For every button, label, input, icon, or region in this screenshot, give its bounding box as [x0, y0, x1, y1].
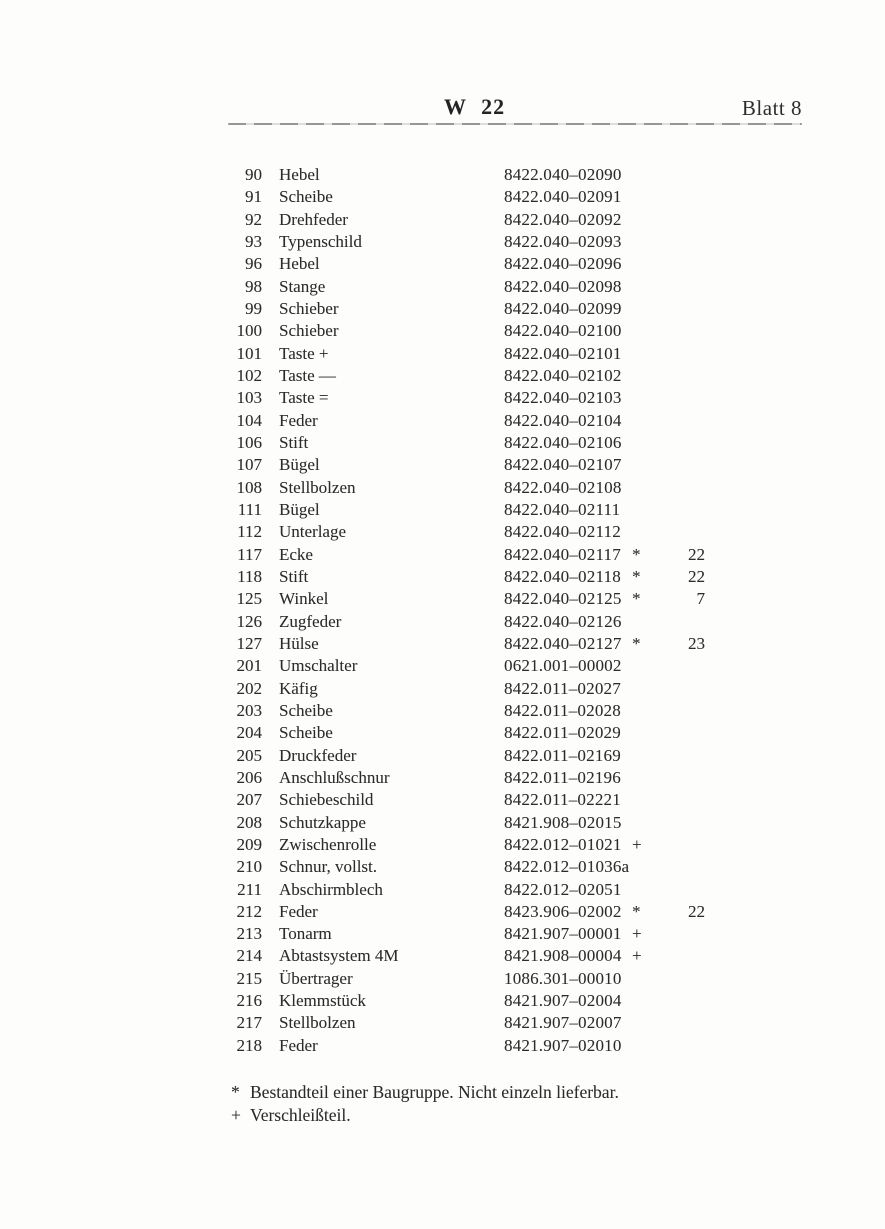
- part-position: 218: [236, 1035, 262, 1055]
- part-mark: [632, 477, 646, 499]
- part-number: 8422.040–02117: [504, 544, 621, 564]
- part-position: 208: [236, 812, 262, 832]
- part-quantity: [646, 276, 705, 298]
- table-row: [228, 611, 705, 633]
- part-mark: [632, 343, 646, 365]
- part-mark: *: [632, 589, 641, 609]
- document-code: W 22: [444, 94, 506, 119]
- table-row: [228, 186, 705, 208]
- part-number: 8422.040–02102: [504, 365, 622, 385]
- part-number: 8421.907–02007: [504, 1013, 622, 1033]
- header-divider: [228, 123, 802, 125]
- part-name: Anschlußschnur: [279, 767, 390, 787]
- part-mark: [632, 611, 646, 633]
- part-quantity: [646, 722, 705, 744]
- footnote-text: Verschleißteil.: [250, 1105, 351, 1125]
- part-number: 8422.011–02196: [504, 767, 621, 787]
- part-quantity: 7: [696, 589, 705, 609]
- part-position: 213: [236, 924, 262, 944]
- part-mark: [632, 365, 646, 387]
- part-name: Drehfeder: [279, 209, 348, 229]
- part-mark: [632, 1012, 646, 1034]
- part-number: 8422.040–02103: [504, 388, 622, 408]
- part-quantity: [646, 320, 705, 342]
- part-number: 8422.012–02051: [504, 879, 622, 899]
- part-position: 209: [236, 834, 262, 854]
- part-mark: [632, 812, 646, 834]
- table-row: [228, 767, 705, 789]
- part-name: Klemmstück: [279, 991, 366, 1011]
- part-name: Bügel: [279, 499, 320, 519]
- part-mark: [632, 745, 646, 767]
- part-number: 8422.040–02100: [504, 321, 622, 341]
- part-name: Hebel: [279, 165, 320, 184]
- table-row: [228, 856, 705, 878]
- part-quantity: [646, 298, 705, 320]
- part-name: Typenschild: [279, 231, 362, 251]
- part-name: Schieber: [279, 298, 339, 318]
- part-name: Taste —: [279, 365, 336, 385]
- part-number: 8422.011–02027: [504, 678, 621, 698]
- part-number: 8422.011–02029: [504, 723, 621, 743]
- part-position: 212: [236, 901, 262, 921]
- part-name: Übertrager: [279, 968, 353, 988]
- part-position: 92: [245, 209, 262, 229]
- part-quantity: 22: [688, 901, 705, 921]
- part-mark: [632, 276, 646, 298]
- part-mark: +: [632, 946, 642, 966]
- part-number: 8422.040–02126: [504, 611, 622, 631]
- part-mark: [632, 990, 646, 1012]
- part-number: 8422.040–02093: [504, 231, 622, 251]
- part-position: 107: [236, 455, 262, 475]
- part-quantity: [646, 432, 705, 454]
- part-position: 91: [245, 187, 262, 207]
- part-number: 8422.040–02112: [504, 522, 621, 542]
- part-number: 8422.012–01036a: [504, 857, 630, 877]
- part-mark: [632, 655, 646, 677]
- part-position: 99: [245, 298, 262, 318]
- table-row: [228, 812, 705, 834]
- part-mark: [632, 499, 646, 521]
- part-name: Feder: [279, 410, 318, 430]
- part-quantity: [646, 945, 705, 967]
- table-row: [228, 209, 705, 231]
- part-name: Stange: [279, 276, 326, 296]
- part-name: Zwischenrolle: [279, 834, 377, 854]
- part-position: 215: [236, 968, 262, 988]
- part-position: 216: [236, 991, 262, 1011]
- part-position: 104: [236, 410, 262, 430]
- part-name: Schnur, vollst.: [279, 857, 378, 877]
- part-number: 8421.907–00001: [504, 924, 622, 944]
- table-row: [228, 499, 705, 521]
- part-quantity: [646, 923, 705, 945]
- part-position: 96: [245, 254, 262, 274]
- part-quantity: [646, 1035, 705, 1057]
- part-position: 127: [236, 633, 262, 653]
- part-name: Tonarm: [279, 924, 332, 944]
- part-number: 8422.040–02111: [504, 499, 621, 519]
- part-position: 117: [237, 544, 262, 564]
- part-mark: [632, 320, 646, 342]
- part-number: 8422.040–02107: [504, 455, 622, 475]
- table-row: [228, 968, 705, 990]
- part-number: 8422.040–02108: [504, 477, 622, 497]
- table-row: [228, 231, 705, 253]
- part-name: Abtastsystem 4M: [279, 946, 399, 966]
- part-position: 125: [236, 589, 262, 609]
- part-mark: [632, 253, 646, 275]
- part-position: 206: [236, 767, 262, 787]
- part-name: Hebel: [279, 254, 320, 274]
- table-row: [228, 879, 705, 901]
- part-quantity: 23: [688, 633, 705, 653]
- table-row: [228, 343, 705, 365]
- part-name: Ecke: [279, 544, 313, 564]
- part-quantity: [646, 812, 705, 834]
- part-quantity: [646, 387, 705, 409]
- part-quantity: [646, 477, 705, 499]
- part-number: 8422.040–02096: [504, 254, 622, 274]
- part-name: Abschirmblech: [279, 879, 383, 899]
- part-mark: *: [632, 633, 641, 653]
- part-number: 8421.907–02010: [504, 1035, 622, 1055]
- part-mark: [632, 789, 646, 811]
- part-position: 101: [236, 343, 262, 363]
- table-row: [228, 945, 705, 967]
- part-mark: +: [632, 834, 642, 854]
- part-position: 118: [237, 566, 262, 586]
- part-quantity: [646, 253, 705, 275]
- part-name: Winkel: [279, 589, 329, 609]
- part-number: 8422.011–02028: [504, 700, 621, 720]
- table-row: [228, 722, 705, 744]
- table-row: [228, 990, 705, 1012]
- table-row: [228, 655, 705, 677]
- part-quantity: [646, 611, 705, 633]
- table-row: [228, 253, 705, 275]
- part-name: Stellbolzen: [279, 1013, 356, 1033]
- part-quantity: [646, 343, 705, 365]
- part-quantity: 22: [688, 544, 705, 564]
- part-number: 1086.301–00010: [504, 968, 622, 988]
- part-mark: [632, 521, 646, 543]
- part-name: Umschalter: [279, 656, 358, 676]
- table-row: [228, 834, 705, 856]
- part-quantity: [646, 410, 705, 432]
- part-name: Bügel: [279, 455, 320, 475]
- part-position: 90: [245, 165, 262, 184]
- table-row: [228, 454, 705, 476]
- part-mark: [632, 1035, 646, 1057]
- part-position: 203: [236, 700, 262, 720]
- table-row: [228, 923, 705, 945]
- part-quantity: [646, 990, 705, 1012]
- part-position: 210: [236, 857, 262, 877]
- plus-symbol: +: [231, 1105, 241, 1125]
- part-number: 8422.011–02221: [504, 790, 621, 810]
- part-number: 8422.040–02106: [504, 432, 622, 452]
- part-name: Taste =: [279, 388, 329, 408]
- part-mark: [632, 209, 646, 231]
- table-row: [228, 633, 705, 655]
- part-quantity: 22: [688, 566, 705, 586]
- footnotes: [231, 1081, 619, 1127]
- part-position: 112: [237, 522, 262, 542]
- table-row: [228, 678, 705, 700]
- part-mark: [632, 164, 646, 186]
- part-quantity: [646, 834, 705, 856]
- part-number: 8423.906–02002: [504, 901, 622, 921]
- part-mark: [632, 454, 646, 476]
- part-number: 8422.040–02101: [504, 343, 622, 363]
- part-name: Taste +: [279, 343, 329, 363]
- table-row: [228, 745, 705, 767]
- part-mark: [632, 432, 646, 454]
- part-quantity: [646, 454, 705, 476]
- table-row: [228, 544, 705, 566]
- part-position: 214: [236, 946, 262, 966]
- table-row: [228, 566, 705, 588]
- part-number: 8422.040–02125: [504, 589, 622, 609]
- part-name: Stift: [279, 432, 309, 452]
- part-position: 126: [236, 611, 262, 631]
- part-number: 8421.908–00004: [504, 946, 622, 966]
- part-position: 207: [236, 790, 262, 810]
- table-row: [228, 276, 705, 298]
- footnote-verschleissteil: [231, 1104, 619, 1127]
- asterisk-symbol: *: [231, 1082, 240, 1102]
- table-row: [228, 477, 705, 499]
- part-mark: *: [632, 901, 641, 921]
- part-quantity: [646, 186, 705, 208]
- part-name: Scheibe: [279, 723, 333, 743]
- table-row: [228, 410, 705, 432]
- part-quantity: [646, 856, 705, 878]
- part-number: 8421.908–02015: [504, 812, 622, 832]
- part-name: Druckfeder: [279, 745, 357, 765]
- part-name: Zugfeder: [279, 611, 342, 631]
- parts-table: [228, 164, 705, 1057]
- part-position: 204: [236, 723, 262, 743]
- part-quantity: [646, 789, 705, 811]
- table-row: [228, 700, 705, 722]
- part-number: 8422.040–02092: [504, 209, 622, 229]
- table-row: [228, 588, 705, 610]
- part-name: Scheibe: [279, 700, 333, 720]
- footnote-baugruppe: [231, 1081, 619, 1104]
- footnote-text: Bestandteil einer Baugruppe. Nicht einzeln lieferbar.: [250, 1082, 619, 1102]
- part-position: 202: [236, 678, 262, 698]
- part-name: Hülse: [279, 633, 319, 653]
- table-row: [228, 365, 705, 387]
- part-mark: [632, 700, 646, 722]
- part-mark: [632, 767, 646, 789]
- part-quantity: [646, 655, 705, 677]
- part-quantity: [646, 231, 705, 253]
- sheet-number: Blatt 8: [741, 96, 802, 120]
- part-number: 8422.040–02098: [504, 276, 622, 296]
- part-number: 8422.040–02099: [504, 298, 622, 318]
- part-quantity: [646, 700, 705, 722]
- part-mark: [632, 968, 646, 990]
- part-position: 100: [236, 321, 262, 341]
- part-quantity: [646, 1012, 705, 1034]
- part-number: 8422.040–02127: [504, 633, 622, 653]
- part-name: Schiebeschild: [279, 790, 374, 810]
- table-row: [228, 387, 705, 409]
- table-row: [228, 432, 705, 454]
- part-name: Unterlage: [279, 522, 347, 542]
- part-number: 8421.907–02004: [504, 991, 622, 1011]
- part-quantity: [646, 209, 705, 231]
- part-quantity: [646, 745, 705, 767]
- table-row: [228, 521, 705, 543]
- part-position: 111: [237, 499, 262, 519]
- part-number: 8422.040–02118: [504, 566, 621, 586]
- table-row: [228, 320, 705, 342]
- part-position: 108: [236, 477, 262, 497]
- part-mark: *: [632, 566, 641, 586]
- part-name: Scheibe: [279, 187, 333, 207]
- part-number: 8422.011–02169: [504, 745, 621, 765]
- part-quantity: [646, 164, 705, 186]
- part-position: 98: [245, 276, 262, 296]
- part-quantity: [646, 678, 705, 700]
- part-name: Stift: [279, 566, 309, 586]
- part-position: 211: [237, 879, 262, 899]
- part-mark: [632, 387, 646, 409]
- part-number: 8422.012–01021: [504, 834, 622, 854]
- table-row: [228, 298, 705, 320]
- part-name: Schutzkappe: [279, 812, 366, 832]
- part-number: 0621.001–00002: [504, 656, 622, 676]
- part-mark: [632, 722, 646, 744]
- part-mark: [632, 186, 646, 208]
- part-mark: [632, 298, 646, 320]
- table-row: [228, 789, 705, 811]
- part-quantity: [646, 968, 705, 990]
- part-name: Feder: [279, 1035, 318, 1055]
- part-position: 102: [236, 365, 262, 385]
- part-position: 93: [245, 231, 262, 251]
- part-position: 201: [236, 656, 262, 676]
- part-number: 8422.040–02091: [504, 187, 622, 207]
- part-number: 8422.040–02104: [504, 410, 622, 430]
- part-quantity: [646, 879, 705, 901]
- part-quantity: [646, 521, 705, 543]
- part-number: 8422.040–02090: [504, 165, 622, 184]
- part-position: 205: [236, 745, 262, 765]
- part-position: 217: [236, 1013, 262, 1033]
- part-mark: [632, 678, 646, 700]
- part-mark: [632, 410, 646, 432]
- part-name: Schieber: [279, 321, 339, 341]
- table-row: [228, 1035, 705, 1057]
- part-quantity: [646, 499, 705, 521]
- part-mark: [632, 231, 646, 253]
- part-name: Käfig: [279, 678, 318, 698]
- part-name: Feder: [279, 901, 318, 921]
- table-row: [228, 901, 705, 923]
- part-quantity: [646, 767, 705, 789]
- table-row: [228, 1012, 705, 1034]
- part-mark: +: [632, 924, 642, 944]
- part-mark: [632, 856, 646, 878]
- part-position: 103: [236, 388, 262, 408]
- part-mark: *: [632, 544, 641, 564]
- part-quantity: [646, 365, 705, 387]
- table-row: [228, 164, 705, 186]
- part-position: 106: [236, 432, 262, 452]
- part-mark: [632, 879, 646, 901]
- part-name: Stellbolzen: [279, 477, 356, 497]
